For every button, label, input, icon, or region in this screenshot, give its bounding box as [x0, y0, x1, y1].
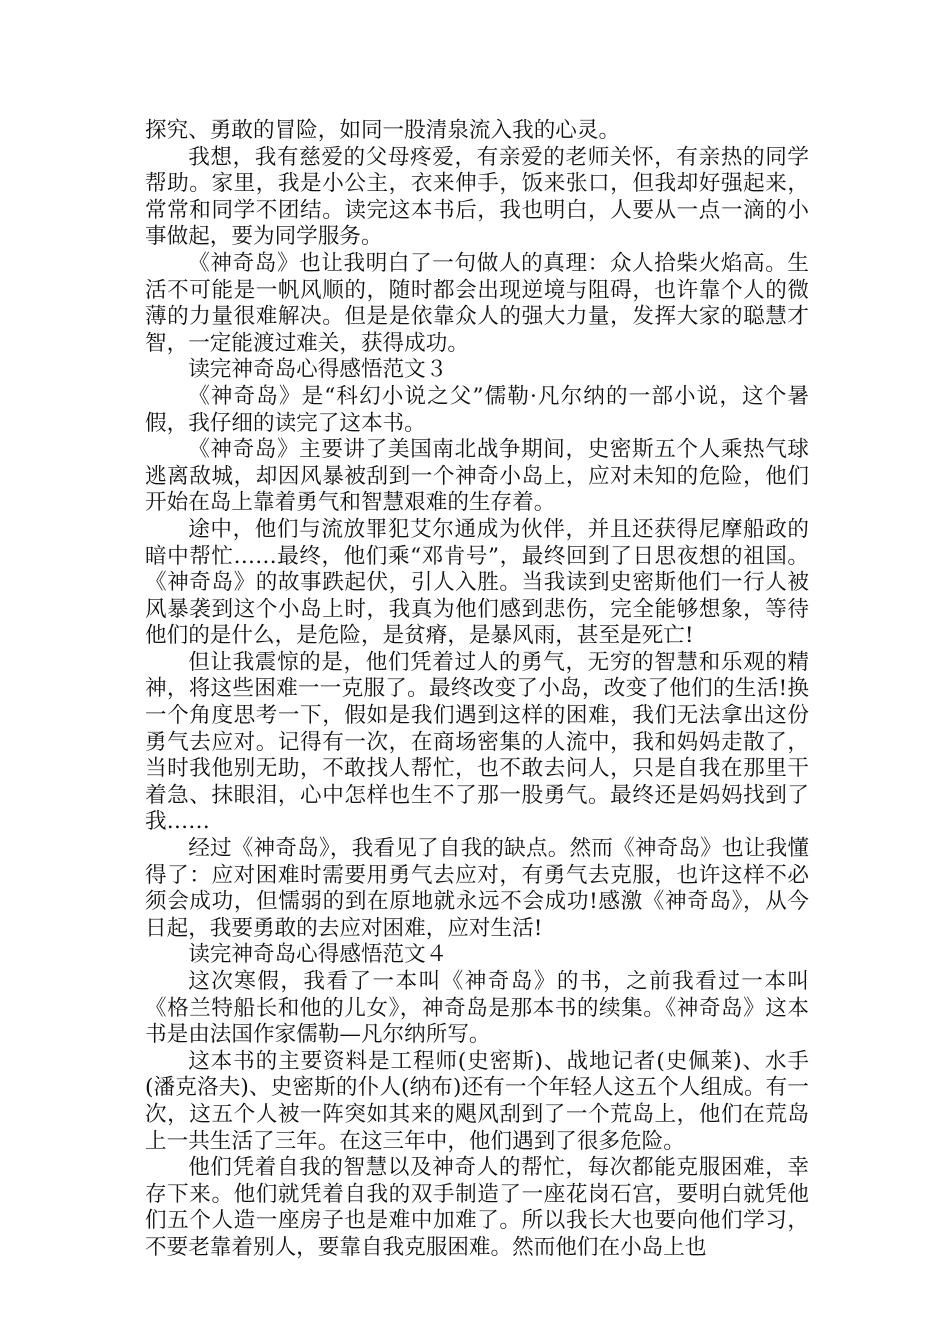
- paragraph: 这次寒假，我看了一本叫《神奇岛》的书，之前我看过一本叫《格兰特船长和他的儿女》，神奇岛是那本书的续集。《神奇岛》这本书是由法国作家儒勒—凡尔纳所写。: [145, 969, 809, 1048]
- paragraph: 经过《神奇岛》，我看见了自我的缺点。然而《神奇岛》也让我懂得了：应对困难时需要用勇气去应对，有勇气去克服，也许这样不必须会成功，但懦弱的到在原地就永远不会成功!感激《神奇岛》，从今日起，我要勇敢的去应对困难，应对生活!: [145, 836, 809, 941]
- paragraph: 《神奇岛》主要讲了美国南北战争期间，史密斯五个人乘热气球逃离敌城，却因风暴被刮到一个神奇小岛上，应对未知的危险，他们开始在岛上靠着勇气和智慧艰难的生存着。: [145, 437, 809, 516]
- document-page: [145, 118, 809, 1262]
- paragraph-continuation: 探究、勇敢的冒险，如同一股清泉流入我的心灵。: [145, 118, 621, 143]
- paragraph: 这本书的主要资料是工程师(史密斯)、战地记者(史佩莱)、水手(潘克洛夫)、史密斯的仆人(纳布)还有一个年轻人这五个人组成。有一次，这五个人被一阵突如其来的飓风刮到了一个荒岛上，他们在荒岛上一共生活了三年。在这三年中，他们遇到了很多危险。: [145, 1048, 809, 1154]
- paragraph: 但让我震惊的是，他们凭着过人的勇气，无穷的智慧和乐观的精神，将这些困难一一克服了。最终改变了小岛，改变了他们的生活!换一个角度思考一下，假如是我们遇到这样的困难，我们无法拿出这份勇气去应对。记得有一次，在商场密集的人流中，我和妈妈走散了，当时我他别无助，不敢找人帮忙，也不敢去问人，只是自我在那里干着急、抹眼泪，心中怎样也生不了那一股勇气。最终还是妈妈找到了我……: [145, 649, 809, 835]
- paragraph: 《神奇岛》是“科幻小说之父”儒勒·凡尔纳的一部小说，这个暑假，我仔细的读完了这本书。: [145, 383, 809, 436]
- section-heading: 读完神奇岛心得感悟范文４: [188, 942, 448, 968]
- paragraph: 途中，他们与流放罪犯艾尔通成为伙伴，并且还获得尼摩船政的暗中帮忙……最终，他们乘“邓肯号”，最终回到了日思夜想的祖国。《神奇岛》的故事跌起伏，引人入胜。当我读到史密斯他们一行人被风暴袭到这个小岛上时，我真为他们感到悲伤，完全能够想象，等待他们的是什么，是危险，是贫瘠，是暴风雨，甚至是死亡!: [145, 516, 809, 649]
- paragraph: 我想，我有慈爱的父母疼爱，有亲爱的老师关怀，有亲热的同学帮助。家里，我是小公主，衣来伸手，饭来张口，但我却好强起来，常常和同学不团结。读完这本书后，我也明白，人要从一点一滴的小事做起，要为同学服务。: [145, 144, 809, 250]
- section-heading: 读完神奇岛心得感悟范文３: [188, 357, 448, 383]
- paragraph: 他们凭着自我的智慧以及神奇人的帮忙，每次都能克服困难，幸存下来。他们就凭着自我的双手制造了一座花岗石宫，要明白就凭他们五个人造一座房子也是难中加难了。所以我长大也要向他们学习，不要老靠着别人，要靠自我克服困难。然而他们在小岛上也: [145, 1155, 809, 1260]
- paragraph: 《神奇岛》也让我明白了一句做人的真理：众人拾柴火焰高。生活不可能是一帆风顺的，随时都会出现逆境与阻碍，也许靠个人的微薄的力量很难解决。但是是依靠众人的强大力量，发挥大家的聪慧才智，一定能渡过难关，获得成功。: [145, 250, 809, 356]
